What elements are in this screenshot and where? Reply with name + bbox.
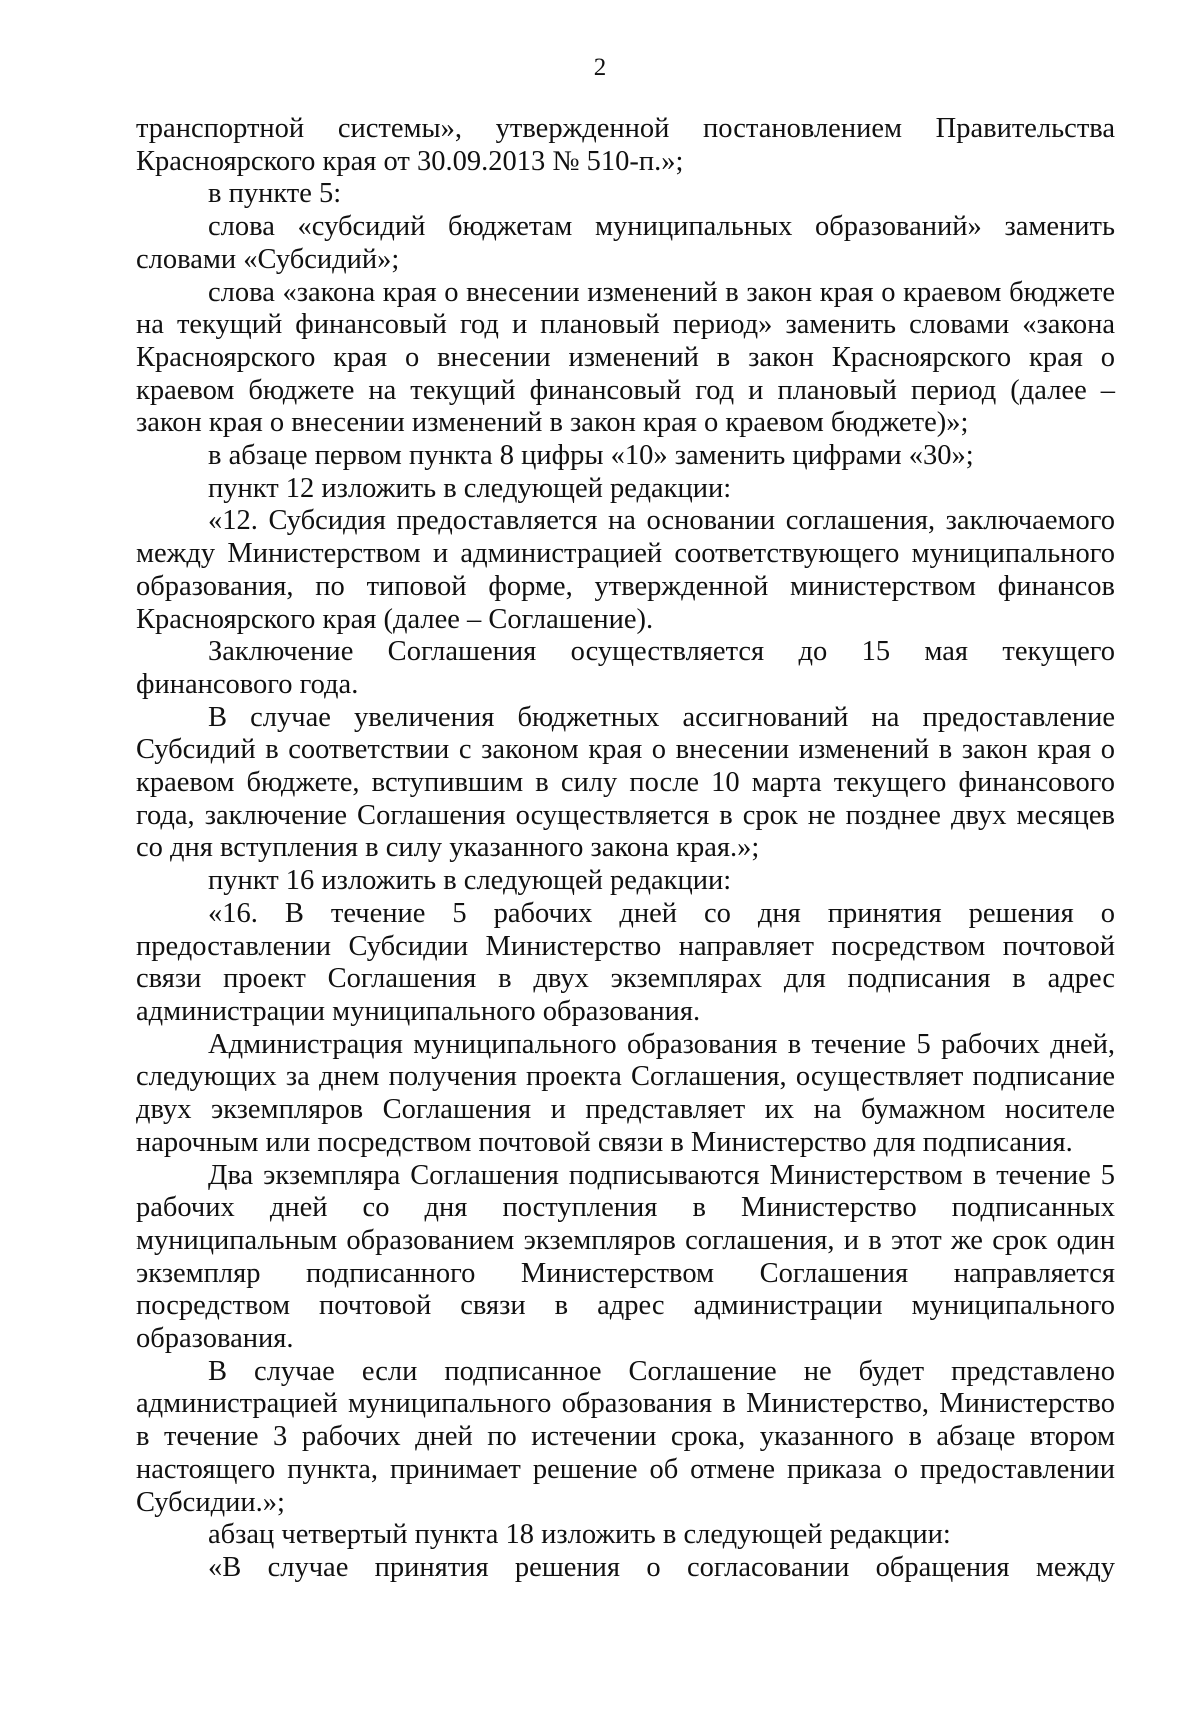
paragraph-point-12-heading: пункт 12 изложить в следующей редакции: bbox=[208, 472, 732, 504]
paragraph-words-law: слова «закона края о внесении изменений в закон края о краевом бюджете на текущий финансовый год и плановый период» заменить словами «закона Красноярского края о внесении изменений в закон Красноярского края о краевом бюджете на текущий финансовый год и плановый период (далее – закон края о внесении изменений в закон края о краевом бюджете)»; bbox=[136, 276, 1115, 439]
page-number: 2 bbox=[593, 54, 607, 81]
paragraph-budget-increase: В случае увеличения бюджетных ассигнований на предоставление Субсидий в соответствии с законом края о внесении изменений в закон края о краевом бюджете, вступившим в силу после 10 марта текущего финансового года, заключение Соглашения осуществляется в срок не позднее двух месяцев со дня вступления в силу указанного закона края.»; bbox=[136, 701, 1115, 864]
paragraph-continuation: транспортной системы», утвержденной постановлением Правительства Красноярского края от 30.09.2013 № 510-п.»; bbox=[136, 113, 1115, 177]
paragraph-point-8: в абзаце первом пункта 8 цифры «10» заменить цифрами «30»; bbox=[208, 440, 974, 472]
paragraph-agreement-deadline: Заключение Соглашения осуществляется до 15 мая текущего финансового года. bbox=[136, 636, 1115, 700]
paragraph-point-16-text: «16. В течение 5 рабочих дней со дня принятия решения о предоставлении Субсидии Министерство направляет посредством почтовой связи проект Соглашения в двух экземплярах для подписания в адрес администрации муниципального образования. bbox=[136, 897, 1115, 1027]
paragraph-point-12-text: «12. Субсидия предоставляется на основании соглашения, заключаемого между Министерством и администрацией соответствующего муниципального образования, по типовой форме, утвержденной министерством финансов Красноярского края (далее – Соглашение). bbox=[136, 505, 1115, 635]
paragraph-words-subsidies: слова «субсидий бюджетам муниципальных образований» заменить словами «Субсидий»; bbox=[136, 211, 1115, 275]
paragraph-administration-signing: Администрация муниципального образования в течение 5 рабочих дней, следующих за днем получения проекта Соглашения, осуществляет подписание двух экземпляров Соглашения и представляет их на бумажном носителе нарочным или посредством почтовой связи в Министерство для подписания. bbox=[136, 1028, 1115, 1158]
paragraph-point-18-text: «В случае принятия решения о согласовании обращения между bbox=[208, 1551, 1115, 1583]
paragraph-ministry-signing: Два экземпляра Соглашения подписываются Министерством в течение 5 рабочих дней со дня поступления в Министерство подписанных муниципальным образованием экземпляров соглашения, и в этот же срок один экземпляр подписанного Министерством Соглашения направляется посредством почтовой связи в адрес администрации муниципального образования. bbox=[136, 1159, 1115, 1355]
paragraph-point-18-heading: абзац четвертый пункта 18 изложить в следующей редакции: bbox=[208, 1519, 951, 1551]
paragraph-cancellation: В случае если подписанное Соглашение не будет представлено администрацией муниципального образования в Министерство, Министерство в течение 3 рабочих дней по истечении срока, указанного в абзаце втором настоящего пункта, принимает решение об отмене приказа о предоставлении Субсидии.»; bbox=[136, 1355, 1115, 1518]
paragraph-point-5-heading: в пункте 5: bbox=[208, 178, 342, 210]
paragraph-point-16-heading: пункт 16 изложить в следующей редакции: bbox=[208, 865, 732, 897]
document-body bbox=[136, 113, 1115, 1585]
